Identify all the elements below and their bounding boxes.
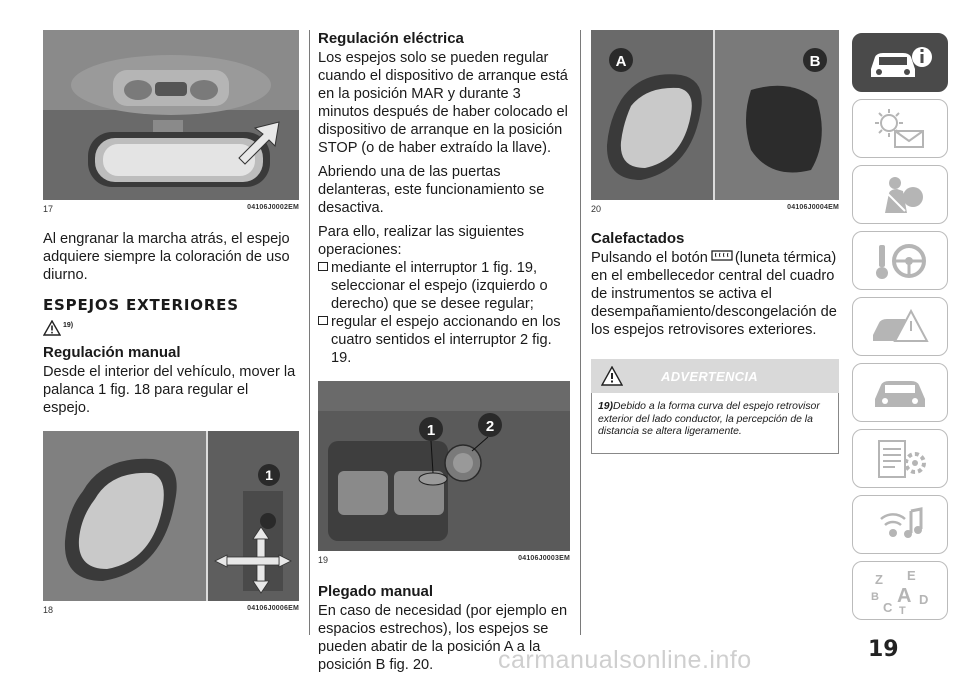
subtitle: Plegado manual — [318, 583, 434, 600]
svg-text:Z: Z — [875, 571, 883, 587]
middle-column — [318, 30, 570, 674]
column-divider — [309, 30, 310, 635]
figure-label-b: B — [809, 53, 821, 70]
figure-20-folding-mirror — [591, 30, 839, 200]
figure-18-manual-mirror — [43, 431, 299, 601]
warning-triangle-icon — [601, 366, 623, 386]
checkbox-bullet-icon — [318, 262, 328, 271]
figure-19-switch — [318, 381, 570, 551]
figure-number: 17 — [43, 204, 54, 214]
figure-code: 04106J0004EM — [787, 204, 839, 211]
svg-text:E: E — [907, 567, 916, 583]
spec-sheet-gear-icon — [865, 437, 935, 481]
multimedia-icon — [865, 503, 935, 547]
figure-code: 04106J0002EM — [247, 204, 299, 211]
paragraph: Los espejos solo se pueden regular cuando el dispositivo de arranque está en la posición MAR y durante 3 minutos después de haber colocado el dispositivo de arranque en la posición STOP (o de haber extraído la llave). — [318, 50, 568, 156]
list-item-text: mediante el interruptor 1 fig. 19, seleccionar el espejo (izquierdo o derecho) que se desee regular; — [331, 260, 548, 312]
svg-text:D: D — [919, 591, 929, 607]
folding-mirror-image — [591, 30, 839, 200]
page-number: 19 — [868, 637, 899, 662]
subtitle: Regulación manual — [43, 344, 181, 361]
warning-title: ADVERTENCIA — [661, 368, 758, 384]
warning-triangle-icon — [43, 320, 61, 336]
figure-number: 18 — [43, 605, 54, 615]
sidebar-tab-starting-driving[interactable] — [852, 231, 948, 290]
sidebar-tab-multimedia[interactable] — [852, 495, 948, 554]
warning-header — [591, 359, 839, 393]
svg-text:B: B — [871, 590, 879, 603]
right-column — [591, 30, 839, 454]
section-title: ESPEJOS EXTERIORES — [43, 296, 239, 314]
figure-19-caption — [318, 555, 570, 565]
warning-reference — [43, 320, 299, 336]
figure-number: 19 — [318, 555, 329, 565]
sidebar-tab-emergency[interactable] — [852, 297, 948, 356]
warning-body — [591, 393, 839, 454]
figure-number: 20 — [591, 204, 602, 214]
paragraph — [591, 249, 839, 339]
figure-code: 04106J0003EM — [518, 555, 570, 562]
car-maintenance-icon — [865, 371, 935, 415]
subtitle: Regulación eléctrica — [318, 30, 464, 47]
watermark: carmanualsonline.info — [498, 646, 752, 674]
sidebar-tab-safety[interactable] — [852, 165, 948, 224]
figure-label-1: 1 — [426, 422, 436, 439]
paragraph: Para ello, realizar las siguientes operaciones: — [318, 224, 525, 258]
emergency-car-icon — [865, 305, 935, 349]
rear-defrost-icon — [711, 249, 733, 263]
figure-label-1: 1 — [265, 467, 273, 483]
alphabetical-index-icon — [865, 566, 935, 616]
car-info-icon — [865, 43, 935, 83]
figure-20-caption — [591, 204, 839, 214]
svg-text:T: T — [899, 604, 906, 616]
paragraph: En caso de necesidad (por ejemplo en espacios estrechos), los espejos se pueden abatir de la posición A a la posición B fig. 20. — [318, 603, 568, 673]
left-column — [43, 30, 299, 615]
warning-light-icon — [865, 107, 935, 151]
paragraph: Al engranar la marcha atrás, el espejo adquiere siempre la coloración de uso diurno. — [43, 231, 290, 283]
warning-ref-number: 19) — [598, 401, 614, 412]
warning-box — [591, 359, 839, 454]
list-item-text: regular el espejo accionando en los cuatro sentidos el interruptor 2 fig. 19. — [331, 314, 561, 366]
figure-17-interior-mirror — [43, 30, 299, 200]
svg-text:A: A — [897, 584, 912, 607]
svg-text:C: C — [883, 599, 893, 615]
sidebar-tab-technical-data[interactable] — [852, 429, 948, 488]
subtitle: Calefactados — [591, 230, 685, 247]
warning-ref-number: 19) — [63, 322, 74, 329]
mirror-switch-image — [318, 381, 570, 551]
manual-mirror-image — [43, 431, 299, 601]
list-item — [318, 259, 570, 313]
sidebar-tab-maintenance[interactable] — [852, 363, 948, 422]
paragraph: Desde el interior del vehículo, mover la palanca 1 fig. 18 para regular el espejo. — [43, 364, 296, 416]
figure-label-a: A — [615, 53, 627, 70]
figure-code: 04106J0006EM — [247, 605, 299, 612]
list-item — [318, 313, 570, 367]
key-steering-icon — [865, 239, 935, 283]
interior-mirror-image — [43, 30, 299, 200]
figure-label-2: 2 — [485, 418, 495, 435]
column-divider — [580, 30, 581, 635]
airbag-seatbelt-icon — [865, 173, 935, 217]
paragraph: Abriendo una de las puertas delanteras, este funcionamiento se desactiva. — [318, 164, 545, 216]
sidebar-tab-warning-lights[interactable] — [852, 99, 948, 158]
warning-text: Debido a la forma curva del espejo retrovisor exterior del lado conductor, la percepción de la distancia se altera ligeramente. — [598, 401, 820, 437]
figure-17-caption — [43, 204, 299, 214]
paragraph-text: Pulsando el botón — [591, 250, 708, 266]
paragraph-text: (luneta térmica) en el embellecedor central del cuadro de instrumentos se activa el desempañamiento/descongelación de los espejos retrovisores exteriores. — [591, 250, 837, 338]
figure-18-caption — [43, 605, 299, 615]
sidebar-tab-vehicle-info[interactable] — [852, 33, 948, 92]
chapter-sidebar — [852, 33, 948, 627]
sidebar-tab-index[interactable] — [852, 561, 948, 620]
checkbox-bullet-icon — [318, 316, 328, 325]
